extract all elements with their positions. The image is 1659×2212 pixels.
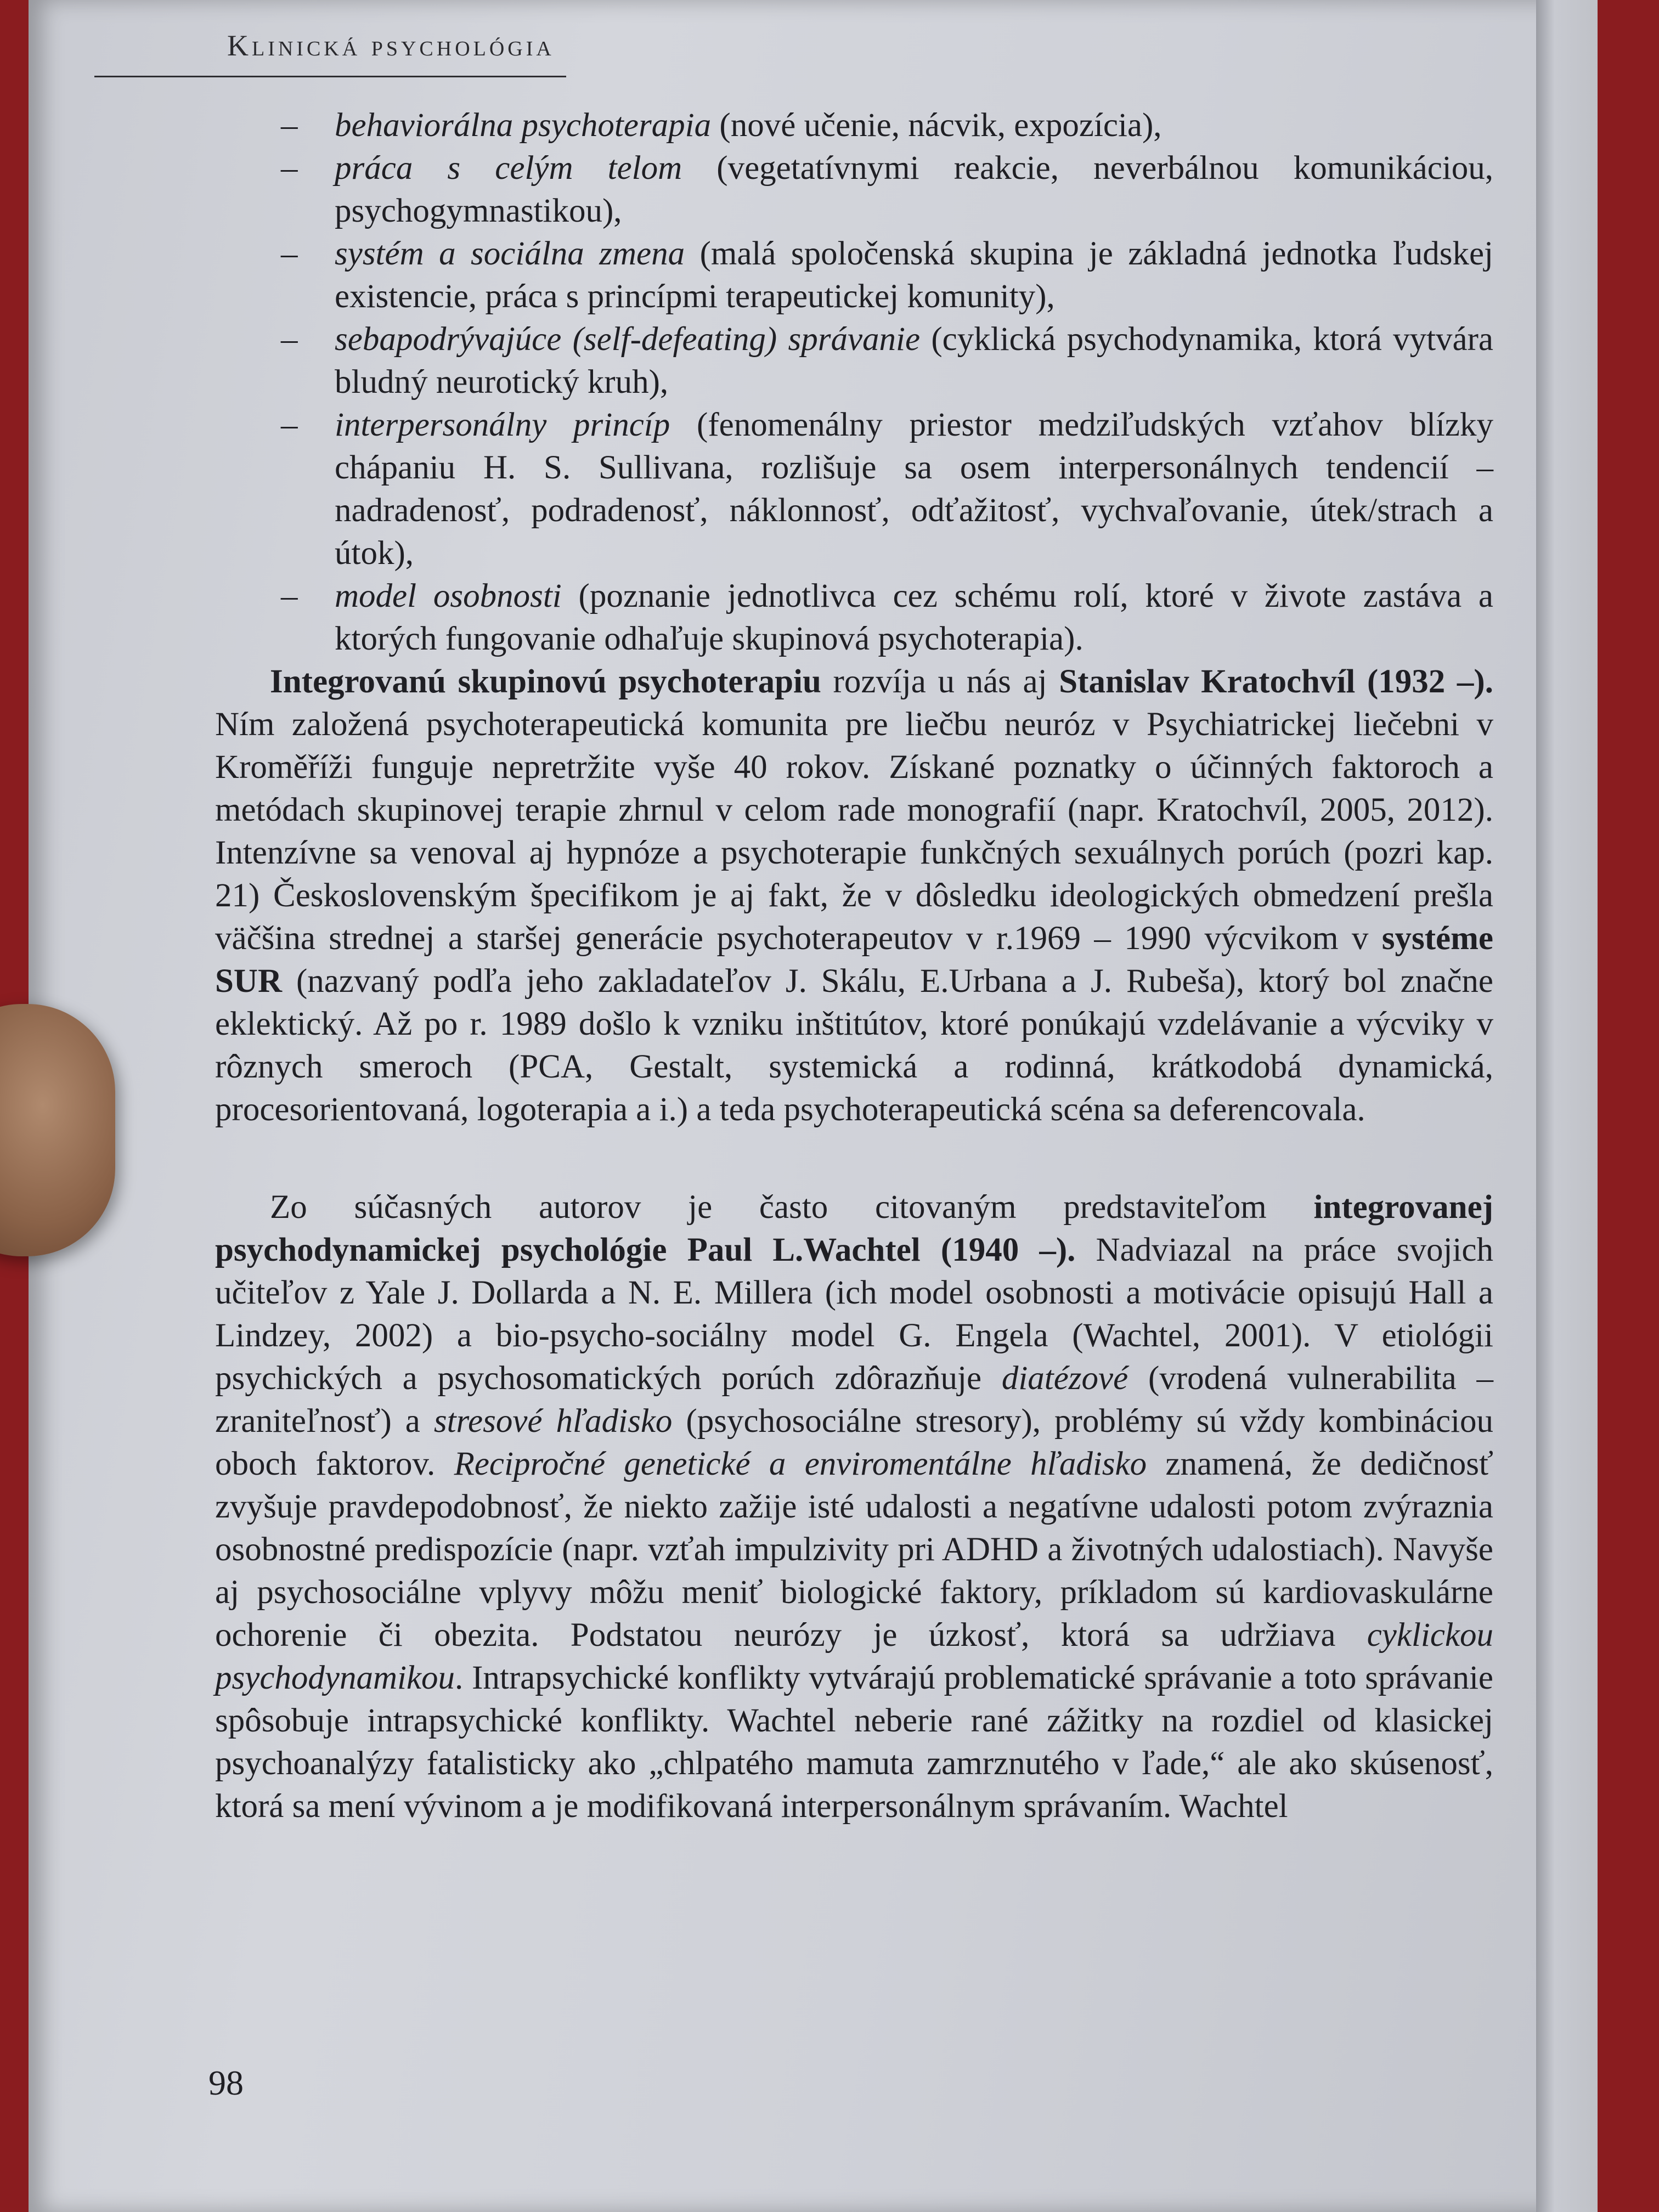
text-run: rozvíja u nás aj bbox=[821, 663, 1059, 700]
list-item-desc: (cyklická psychodynamika, ktorá vytvára bludný neurotický kruh), bbox=[335, 321, 1493, 400]
book-page bbox=[29, 0, 1598, 2212]
dash-marker: – bbox=[281, 578, 298, 614]
list-item bbox=[215, 147, 1493, 233]
list-item-term: práca s celým telom bbox=[335, 150, 682, 187]
running-header: Klinická psychológia bbox=[227, 29, 555, 62]
text-run: znamená, že dedičnosť zvyšuje pravdepodobnosť, že niekto zažije isté udalosti a negatívne udalosti potom zvýraznia osobnostné predispozície (napr. vzťah impulzivity pri ADHD a životných udalostiach). Navyše aj psychosociálne vplyvy môžu meniť biologické faktory, príkladom sú kardiovaskulárne ochorenie či obezita. Podstatou neurózy je úzkosť, ktorá sa udržiava bbox=[215, 1446, 1494, 1654]
dash-marker: – bbox=[281, 407, 298, 443]
list-item bbox=[215, 575, 1493, 661]
dash-marker: – bbox=[281, 321, 298, 358]
page-edge bbox=[1536, 0, 1598, 2212]
list-item-term: interpersonálny princíp bbox=[335, 407, 670, 443]
text-run: (psychosociálne stresory), problémy sú vždy kombináciou oboch faktorov. bbox=[215, 1403, 1494, 1482]
bold-term: Stanislav Kratochvíl (1932 –). bbox=[1059, 663, 1493, 700]
text-run: Zo súčasných autorov je často citovaným predstaviteľom bbox=[270, 1189, 1314, 1226]
list-item bbox=[215, 104, 1493, 147]
header-rule bbox=[94, 76, 566, 77]
list-item-desc: (poznanie jednotlivca cez schému rolí, ktoré v živote zastáva a ktorých fungovanie odhaľuje skupinová psychoterapia). bbox=[335, 578, 1493, 657]
body-text bbox=[215, 104, 1493, 1828]
text-run: (vrodená vulnerabilita – zraniteľnosť) a bbox=[215, 1360, 1493, 1440]
list-item bbox=[215, 233, 1493, 318]
text-run: Ním založená psychoterapeutická komunita pre liečbu neuróz v Psychiatrickej liečebni v Kroměříži funguje nepretržite vyše 40 rokov. Získané poznatky o účinných faktoroch a metódach skupinovej terapie zhrnul v celom rade monografií (napr. Kratochvíl, 2005, 2012). Intenzívne sa venoval aj hypnóze a psychoterapie funkčných sexuálnych porúch (pozri kap. 21) Československým špecifikom je aj fakt, že v dôsledku ideologických obmedzení prešla väčšina strednej a staršej generácie psychoterapeutov v r.1969 – 1990 výcvikom v bbox=[215, 706, 1493, 957]
dash-marker: – bbox=[281, 150, 298, 187]
paragraph-wachtel bbox=[215, 1186, 1493, 1828]
thumb bbox=[0, 1004, 115, 1256]
text-run: . Intrapsychické konflikty vytvárajú problematické správanie a toto správanie spôsobuje intrapsychické konflikty. Wachtel neberie rané zážitky na rozdiel od klasickej psychoanalýzy fatalisticky ako „chlpatého mamuta zamrznutého v ľade,“ ale ako skúsenosť, ktorá sa mení vývinom a je modifikovaná interpersonálnym správaním. Wachtel bbox=[215, 1660, 1493, 1825]
list-item-desc: (fenomenálny priestor medziľudských vzťahov blízky chápaniu H. S. Sullivana, rozlišuje sa osem interpersonálnych tendencií – nadradenosť, podradenosť, náklonnosť, odťažitosť, vychvaľovanie, útek/strach a útok), bbox=[335, 407, 1493, 572]
bold-term: integrovanej psychodynamickej psychológie Paul L.Wachtel (1940 –). bbox=[215, 1189, 1493, 1268]
paragraph-kratochvil bbox=[215, 661, 1493, 1131]
italic-term: diatézové bbox=[1001, 1360, 1128, 1397]
list-item-desc: (vegetatívnymi reakcie, neverbálnou komunikáciou, psychogymnastikou), bbox=[335, 150, 1493, 229]
list-item-desc: (malá spoločenská skupina je základná jednotka ľudskej existencie, práca s princípmi terapeutickej komunity), bbox=[335, 235, 1493, 315]
list-item bbox=[215, 404, 1493, 575]
italic-term: cyklickou psychodynamikou bbox=[215, 1617, 1493, 1696]
italic-term: Recipročné genetické a enviromentálne hľadisko bbox=[454, 1446, 1147, 1482]
page-number: 98 bbox=[208, 2063, 244, 2102]
dash-marker: – bbox=[281, 235, 298, 272]
list-item-term: sebapodrývajúce (self-defeating) správanie bbox=[335, 321, 921, 358]
list-item-term: behaviorálna psychoterapia bbox=[335, 107, 712, 144]
list-item bbox=[215, 318, 1493, 404]
list-item-term: model osobnosti bbox=[335, 578, 562, 614]
italic-term: stresové hľadisko bbox=[433, 1403, 673, 1440]
dash-marker: – bbox=[281, 107, 298, 144]
text-run: Nadviazal na práce svojich učiteľov z Yale J. Dollarda a N. E. Millera (ich model osobnosti a motivácie opisujú Hall a Lindzey, 2002) a bio-psycho-sociálny model G. Engela (Wachtel, 2001). V etiológii psychických a psychosomatických porúch zdôrazňuje bbox=[215, 1232, 1493, 1397]
bold-term: systéme SUR bbox=[215, 920, 1493, 1000]
bold-term: Integrovanú skupinovú psychoterapiu bbox=[270, 663, 821, 700]
bullet-list bbox=[215, 104, 1493, 661]
list-item-term: systém a sociálna zmena bbox=[335, 235, 685, 272]
list-item-desc: (nové učenie, nácvik, expozícia), bbox=[711, 107, 1162, 144]
text-run: (nazvaný podľa jeho zakladateľov J. Skálu, E.Urbana a J. Rubeša), ktorý bol značne eklektický. Až po r. 1989 došlo k vzniku inštitútov, ktoré ponúkajú vzdelávanie a výcviky v rôznych smeroch (PCA, Gestalt, systemická a rodinná, krátkodobá dynamická, procesorientovaná, logoterapia a i.) a teda psychoterapeutická scéna sa deferencovala. bbox=[215, 963, 1493, 1128]
